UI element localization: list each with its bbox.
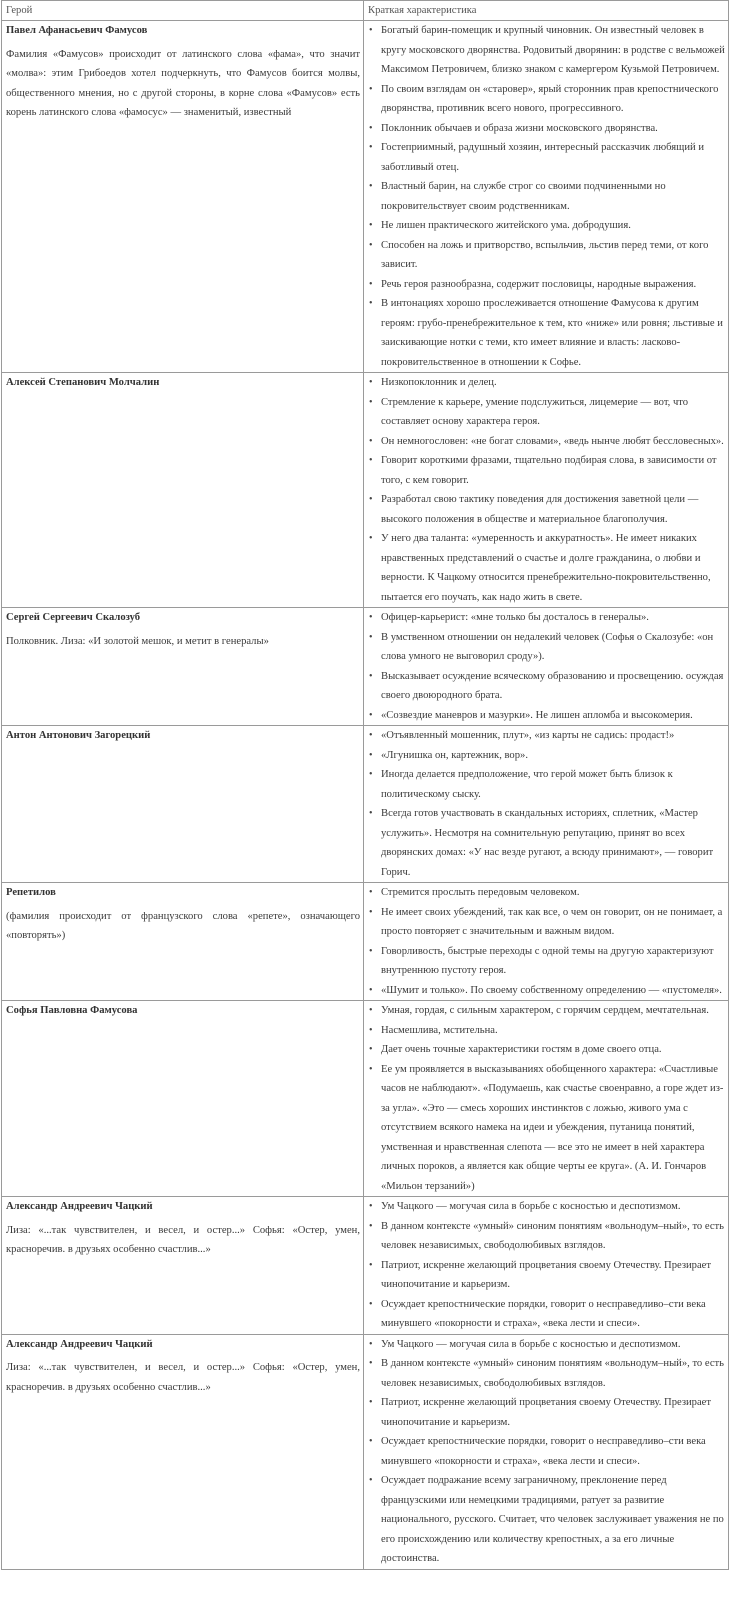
hero-name: Алексей Степанович Молчалин (6, 377, 160, 388)
list-item (368, 1217, 725, 1256)
bullet-icon: • (369, 709, 373, 721)
list-item (368, 294, 725, 372)
hero-cell (2, 1334, 364, 1569)
list-item (368, 119, 725, 139)
bullet-icon: • (369, 1063, 373, 1075)
bullet-icon: • (369, 220, 373, 231)
trait-text: Умная, гордая, с сильным характером, с горячим сердцем, мечтательная. (381, 1005, 709, 1016)
list-item (368, 275, 725, 295)
hero-description: Лиза: «...так чувствителен, и весел, и остер...» Софья: «Остер, умен, красноречив. в друзьях особенно счастлив...» (6, 1362, 360, 1393)
list-item (368, 726, 725, 746)
bullet-icon: • (369, 1358, 373, 1369)
list-item (368, 804, 725, 882)
trait-text: Всегда готов участвовать в скандальных историях, сплетник, «Мастер услужить». Несмотря на сомнительную репутацию, принят во всех дворянских домах: «У нас везде ругают, а всюду принимают», — говорит Горич. (381, 808, 714, 878)
traits-cell (364, 373, 729, 608)
hero-cell (2, 883, 364, 1001)
bullet-icon: • (369, 1397, 373, 1408)
bullet-icon: • (369, 1005, 373, 1016)
hero-name: Репетилов (6, 887, 56, 898)
table-row (2, 1197, 729, 1335)
bullet-icon: • (369, 494, 373, 505)
bullet-icon: • (369, 1024, 373, 1036)
hero-cell (2, 608, 364, 726)
list-item (368, 608, 725, 628)
bullet-icon: • (369, 1220, 373, 1232)
list-item (368, 1001, 725, 1021)
trait-text: Патриот, искренне желающий процветания своему Отечеству. Презирает чинопочитание и карьеризм. (381, 1259, 712, 1290)
list-item (368, 177, 725, 216)
bullet-icon: • (369, 83, 373, 95)
trait-text: Он немногословен: «не богат словами», «ведь нынче любят бессловесных». (381, 435, 724, 447)
bullet-icon: • (369, 1298, 373, 1310)
trait-text: Насмешлива, мстительна. (381, 1024, 498, 1036)
traits-list (368, 1335, 725, 1569)
trait-text: Разработал свою тактику поведения для достижения заветной цели — высокого положения в обществе и материальное благополучия. (381, 494, 699, 525)
trait-text: В интонациях хорошо прослеживается отношение Фамусова к другим героям: грубо-пренебрежительное к тем, кто «ниже» или ровня; льстивые и заискивающие нотки с теми, кто имеет влияние и власть: ласково-покровительственное в отношении к Софье. (381, 298, 723, 368)
list-item (368, 903, 725, 942)
traits-list (368, 726, 725, 882)
list-item (368, 667, 725, 706)
header-row (2, 1, 729, 21)
traits-list (368, 373, 725, 607)
traits-cell (364, 1197, 729, 1335)
hero-description: Фамилия «Фамусов» происходит от латинского слова «фама», что значит «молва»: этим Грибоедов хотел подчеркнуть, что Фамусов боится молвы, общественного мнения, но с другой стороны, в корне слова «Фамусов» есть корень латинского слова «фамосус» — знаменитый, известный (6, 48, 360, 118)
bullet-icon: • (369, 631, 373, 643)
trait-text: Гостеприимный, радушный хозяин, интересный рассказчик любящий и заботливый отец. (381, 142, 704, 173)
header-description: Краткая характеристика (364, 1, 729, 21)
bullet-icon: • (369, 670, 373, 682)
bullet-icon: • (369, 278, 373, 290)
list-item (368, 942, 725, 981)
trait-text: Осуждает крепостнические порядки, говорит о несправедливо–сти века минувшего «покорности и страха», «века лести и спеси». (381, 1298, 706, 1329)
list-item (368, 451, 725, 490)
trait-text: Осуждает крепостнические порядки, говорит о несправедливо–сти века минувшего «покорности и страха», «века лести и спеси». (381, 1436, 706, 1467)
bullet-icon: • (369, 25, 373, 36)
trait-text: Низкопоклонник и делец. (381, 377, 497, 388)
traits-cell (364, 1334, 729, 1569)
bullet-icon: • (369, 1044, 373, 1055)
list-item (368, 432, 725, 452)
list-item (368, 981, 725, 1001)
traits-list (368, 1001, 725, 1196)
characters-table (1, 0, 729, 1570)
hero-cell (2, 21, 364, 373)
traits-list (368, 883, 725, 1000)
list-item (368, 21, 725, 80)
trait-text: Офицер-карьерист: «мне только бы досталось в генералы». (381, 612, 649, 623)
list-item (368, 883, 725, 903)
list-item (368, 628, 725, 667)
trait-text: «Созвездие маневров и мазурки». Не лишен апломба и высокомерия. (381, 709, 693, 721)
header-hero: Герой (2, 1, 364, 21)
bullet-icon: • (369, 377, 373, 388)
bullet-icon: • (369, 984, 373, 996)
list-item (368, 490, 725, 529)
hero-name: Александр Андреевич Чацкий (6, 1201, 153, 1212)
traits-cell (364, 608, 729, 726)
bullet-icon: • (369, 887, 373, 898)
list-item (368, 236, 725, 275)
table-row (2, 608, 729, 726)
trait-text: Ум Чацкого — могучая сила в борьбе с косностью и деспотизмом. (381, 1338, 681, 1350)
bullet-icon: • (369, 612, 373, 623)
list-item (368, 1335, 725, 1355)
trait-text: По своим взглядам он «старовер», ярый сторонник прав крепостнического дворянства, противник всего нового, прогрессивного. (381, 83, 719, 114)
hero-name: Сергей Сергеевич Скалозуб (6, 612, 141, 623)
bullet-icon: • (369, 455, 373, 466)
list-item (368, 138, 725, 177)
traits-cell (364, 726, 729, 883)
hero-cell (2, 1197, 364, 1335)
hero-name: Софья Павловна Фамусова (6, 1005, 138, 1016)
trait-text: Осуждает подражание всему заграничному, преклонение перед французскими или немецкими традициями, ратует за развитие национального, русского. Считает, что человек заслуживает уважения не по его происхождению или количеству крепостных, а за его личные достоинства. (381, 1475, 724, 1564)
bullet-icon: • (369, 396, 373, 408)
trait-text: Богатый барин-помещик и крупный чиновник. Он известный человек в кругу московского дворянства. Родовитый дворянин: в родстве с вельможей Максимом Петровичем, близко знаком с камергером Кузьмой Петровичем. (381, 25, 725, 75)
hero-cell (2, 373, 364, 608)
list-item (368, 373, 725, 393)
trait-text: Говорит короткими фразами, тщательно подбирая слова, в зависимости от того, с кем говорит. (381, 455, 717, 486)
trait-text: «Шумит и только». По своему собственному определению — «пустомеля». (381, 984, 722, 996)
bullet-icon: • (369, 945, 373, 957)
bullet-icon: • (369, 730, 373, 741)
bullet-icon: • (369, 435, 373, 447)
trait-text: Не имеет своих убеждений, так как все, о чем он говорит, он не понимает, а просто повторяет с значительным и важным видом. (381, 906, 723, 937)
table-row (2, 1334, 729, 1569)
bullet-icon: • (369, 1338, 373, 1350)
list-item (368, 80, 725, 119)
trait-text: Стремится прослыть передовым человеком. (381, 887, 580, 898)
bullet-icon: • (369, 298, 373, 309)
table-row (2, 726, 729, 883)
list-item (368, 1432, 725, 1471)
hero-name: Павел Афанасьевич Фамусов (6, 25, 148, 36)
trait-text: «Лгунишка он, картежник, вор». (381, 749, 528, 761)
hero-name: Антон Антонович Загорецкий (6, 730, 151, 741)
trait-text: «Отъявленный мошенник, плут», «из карты не садись: продаст!» (381, 730, 675, 741)
trait-text: Поклонник обычаев и образа жизни московского дворянства. (381, 122, 658, 134)
trait-text: В умственном отношении он недалекий человек (Софья о Скалозубе: «он слова умного не выговорил сроду»). (381, 631, 714, 662)
bullet-icon: • (369, 749, 373, 761)
trait-text: Патриот, искренне желающий процветания своему Отечеству. Презирает чинопочитание и карьеризм. (381, 1397, 712, 1428)
table-row (2, 373, 729, 608)
hero-description: Лиза: «...так чувствителен, и весел, и остер...» Софья: «Остер, умен, красноречив. в друзьях особенно счастлив...» (6, 1224, 360, 1255)
trait-text: В данном контексте «умный» синоним понятиям «вольнодум–ный», то есть человек независимых, свободолюбивых взглядов. (381, 1358, 725, 1389)
list-item (368, 393, 725, 432)
trait-text: Говорливость, быстрые переходы с одной темы на другую характеризуют внутреннюю пустоту героя. (381, 945, 714, 976)
bullet-icon: • (369, 1475, 373, 1486)
table-row (2, 21, 729, 373)
bullet-icon: • (369, 239, 373, 251)
list-item (368, 1256, 725, 1295)
traits-list (368, 1197, 725, 1334)
bullet-icon: • (369, 142, 373, 153)
bullet-icon: • (369, 808, 373, 819)
trait-text: Стремление к карьере, умение подслужиться, лицемерие — вот, что составляет основу характера героя. (381, 396, 689, 427)
trait-text: Дает очень точные характеристики гостям в доме своего отца. (381, 1044, 662, 1055)
bullet-icon: • (369, 769, 373, 780)
trait-text: Способен на ложь и притворство, вспыльчив, льстив перед теми, от кого зависит. (381, 239, 709, 270)
bullet-icon: • (369, 1436, 373, 1447)
list-item (368, 765, 725, 804)
trait-text: В данном контексте «умный» синоним понятиям «вольнодум–ный», то есть человек независимых, свободолюбивых взглядов. (381, 1220, 725, 1251)
table-row (2, 1001, 729, 1197)
traits-cell (364, 21, 729, 373)
hero-name: Александр Андреевич Чацкий (6, 1338, 153, 1350)
bullet-icon: • (369, 1259, 373, 1271)
list-item (368, 1471, 725, 1569)
hero-cell (2, 1001, 364, 1197)
trait-text: Ее ум проявляется в высказываниях обобщенного характера: «Счастливые часов не наблюдают». «Подумаешь, как счастье своенравно, а горе ждет из-за угла». «Это — смесь хороших инстинктов с ложью, живого ума с отсутствием всякого намека на идеи и убеждения, путаница понятий, умственная и нравственная слепота — все это не имеет в ней характера личных пороков, а является как общие черты ее круга». (А. И. Гончаров «Мильон терзаний») (381, 1063, 724, 1192)
trait-text: Властный барин, на службе строг со своими подчиненными но покровительствует своим родственникам. (381, 181, 666, 212)
list-item (368, 216, 725, 236)
table-body (2, 21, 729, 1570)
list-item (368, 746, 725, 766)
bullet-icon: • (369, 181, 373, 192)
trait-text: У него два таланта: «умеренность и аккуратность». Не имеет никаких нравственных представлений о счастье и долге гражданина, о любви и верности. К Чацкому относится пренебрежительно-покровительственно, пытается его поучать, как надо жить в свете. (381, 533, 711, 603)
traits-cell (364, 883, 729, 1001)
trait-text: Иногда делается предположение, что герой может быть близок к политическому сыску. (381, 769, 673, 800)
traits-list (368, 608, 725, 725)
trait-text: Речь героя разнообразна, содержит пословицы, народные выражения. (381, 278, 697, 290)
list-item (368, 1197, 725, 1217)
trait-text: Ум Чацкого — могучая сила в борьбе с косностью и деспотизмом. (381, 1201, 681, 1212)
trait-text: Высказывает осуждение всяческому образованию и просвещению. осуждая своего двоюродного брата. (381, 670, 724, 701)
traits-cell (364, 1001, 729, 1197)
trait-text: Не лишен практического житейского ума. добродушия. (381, 220, 631, 231)
list-item (368, 1060, 725, 1197)
list-item (368, 529, 725, 607)
list-item (368, 1040, 725, 1060)
bullet-icon: • (369, 906, 373, 918)
list-item (368, 1354, 725, 1393)
bullet-icon: • (369, 122, 373, 134)
hero-description: (фамилия происходит от французского слова «репете», означающего «повторять») (6, 910, 360, 941)
bullet-icon: • (369, 1201, 373, 1212)
table-row (2, 883, 729, 1001)
hero-description: Полковник. Лиза: «И золотой мешок, и метит в генералы» (6, 635, 269, 647)
list-item (368, 1393, 725, 1432)
traits-list (368, 21, 725, 372)
list-item (368, 1295, 725, 1334)
list-item (368, 1021, 725, 1041)
hero-cell (2, 726, 364, 883)
bullet-icon: • (369, 533, 373, 544)
list-item (368, 706, 725, 726)
